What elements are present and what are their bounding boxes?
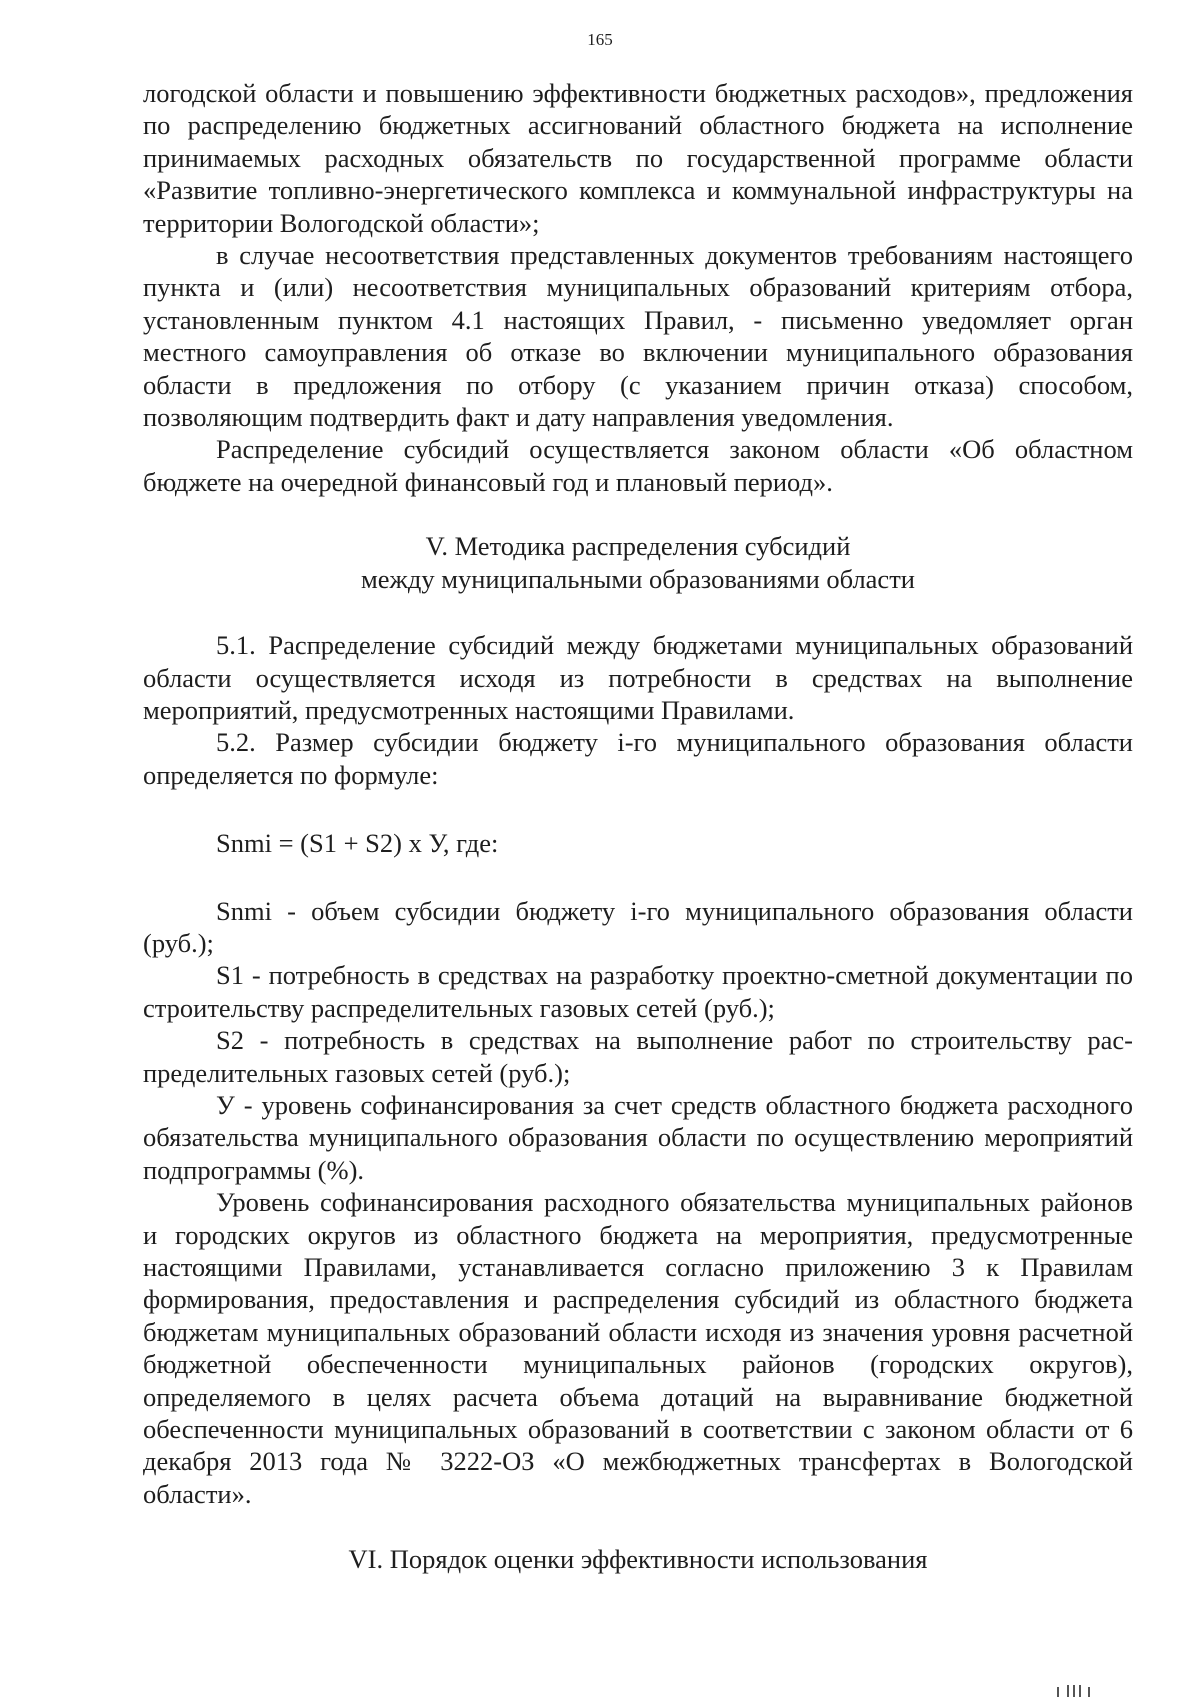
paragraph-notification: в случае несоответствия представленных документов требованиям настоящего пункта и (или) несоответствия муниципальных образований критериям отбора, установленным пунктом 4.1 настоящих Правил, - письменно уведомляет орган местного самоуправления об отказе во включении муниципального образования области в предложения по отбору (с указанием причин отказа) способом, позволяющим подтвердить факт и дату направления уведомления. [143, 240, 1133, 433]
paragraph-5-1: 5.1. Распределение субсидий между бюджетами муниципальных образований области осуществляется исходя из потребности в средствах на выполнение мероприятий, предусмотренных настоящими Правилами. [143, 630, 1133, 725]
formula: Snmi = (S1 + S2) х У, где: [216, 828, 499, 859]
paragraph-cofinancing-level: Уровень софинансирования расходного обязательства муниципальных районов и городских округов из областного бюджета на мероприятия, предусмотренные настоящими Правилами, устанавливается согласно приложению 3 к Правилам формирования, предоставления и распределения субсидий из областного бюджета бюджетам муниципальных образований области исходя из значения уровня расчетной бюджетной обеспеченности муниципальных районов (городских округов), определяемого в целях расчета объема дотаций на выравнивание бюджетной обеспеченности муниципальных образований в соответствии с законом области от 6 декабря 2013 года № 3222-ОЗ «О межбюджетных трансфертах в Вологодской области». [143, 1187, 1133, 1509]
document-body [143, 77, 1133, 1576]
paragraph-distribution: Распределение субсидий осуществляется законом области «Об областном бюджете на очередной финансовый год и плановый период». [143, 434, 1133, 497]
section-5-title-line-1: V. Методика распределения субсидий [425, 531, 851, 562]
section-6-title: VI. Порядок оценки эффективности использования [348, 1544, 928, 1575]
definition-s2: S2 - потребность в средствах на выполнение работ по строительству распределительных газовых сетей (руб.); [143, 1025, 1133, 1088]
section-5-title-line-2: между муниципальными образованиями области [361, 563, 915, 594]
definition-u: У - уровень софинансирования за счет средств областного бюджета расходного обязательства муниципального образования области по осуществлению мероприятий подпрограммы (%). [143, 1089, 1133, 1185]
paragraph-continuation: логодской области и повышению эффективности бюджетных расходов», предложения по распределению бюджетных ассигнований областного бюджета на исполнение принимаемых расходных обязательств по государственной программе области «Развитие топливно-энергетического комплекса и коммунальной инфраструктуры на территории Вологодской области»; [143, 78, 1133, 238]
paragraph-5-2: 5.2. Размер субсидии бюджету i-го муниципального образования области определяется по формуле: [143, 727, 1133, 790]
page-number: 165 [587, 30, 613, 49]
definition-snmi: Snmi - объем субсидии бюджету i-го муниципального образования области (руб.); [143, 895, 1133, 958]
definition-s1: S1 - потребность в средствах на разработку проектно-сметной документации по строительству распределительных газовых сетей (руб.); [143, 960, 1133, 1023]
scan-artifact-marks [1055, 1685, 1095, 1697]
